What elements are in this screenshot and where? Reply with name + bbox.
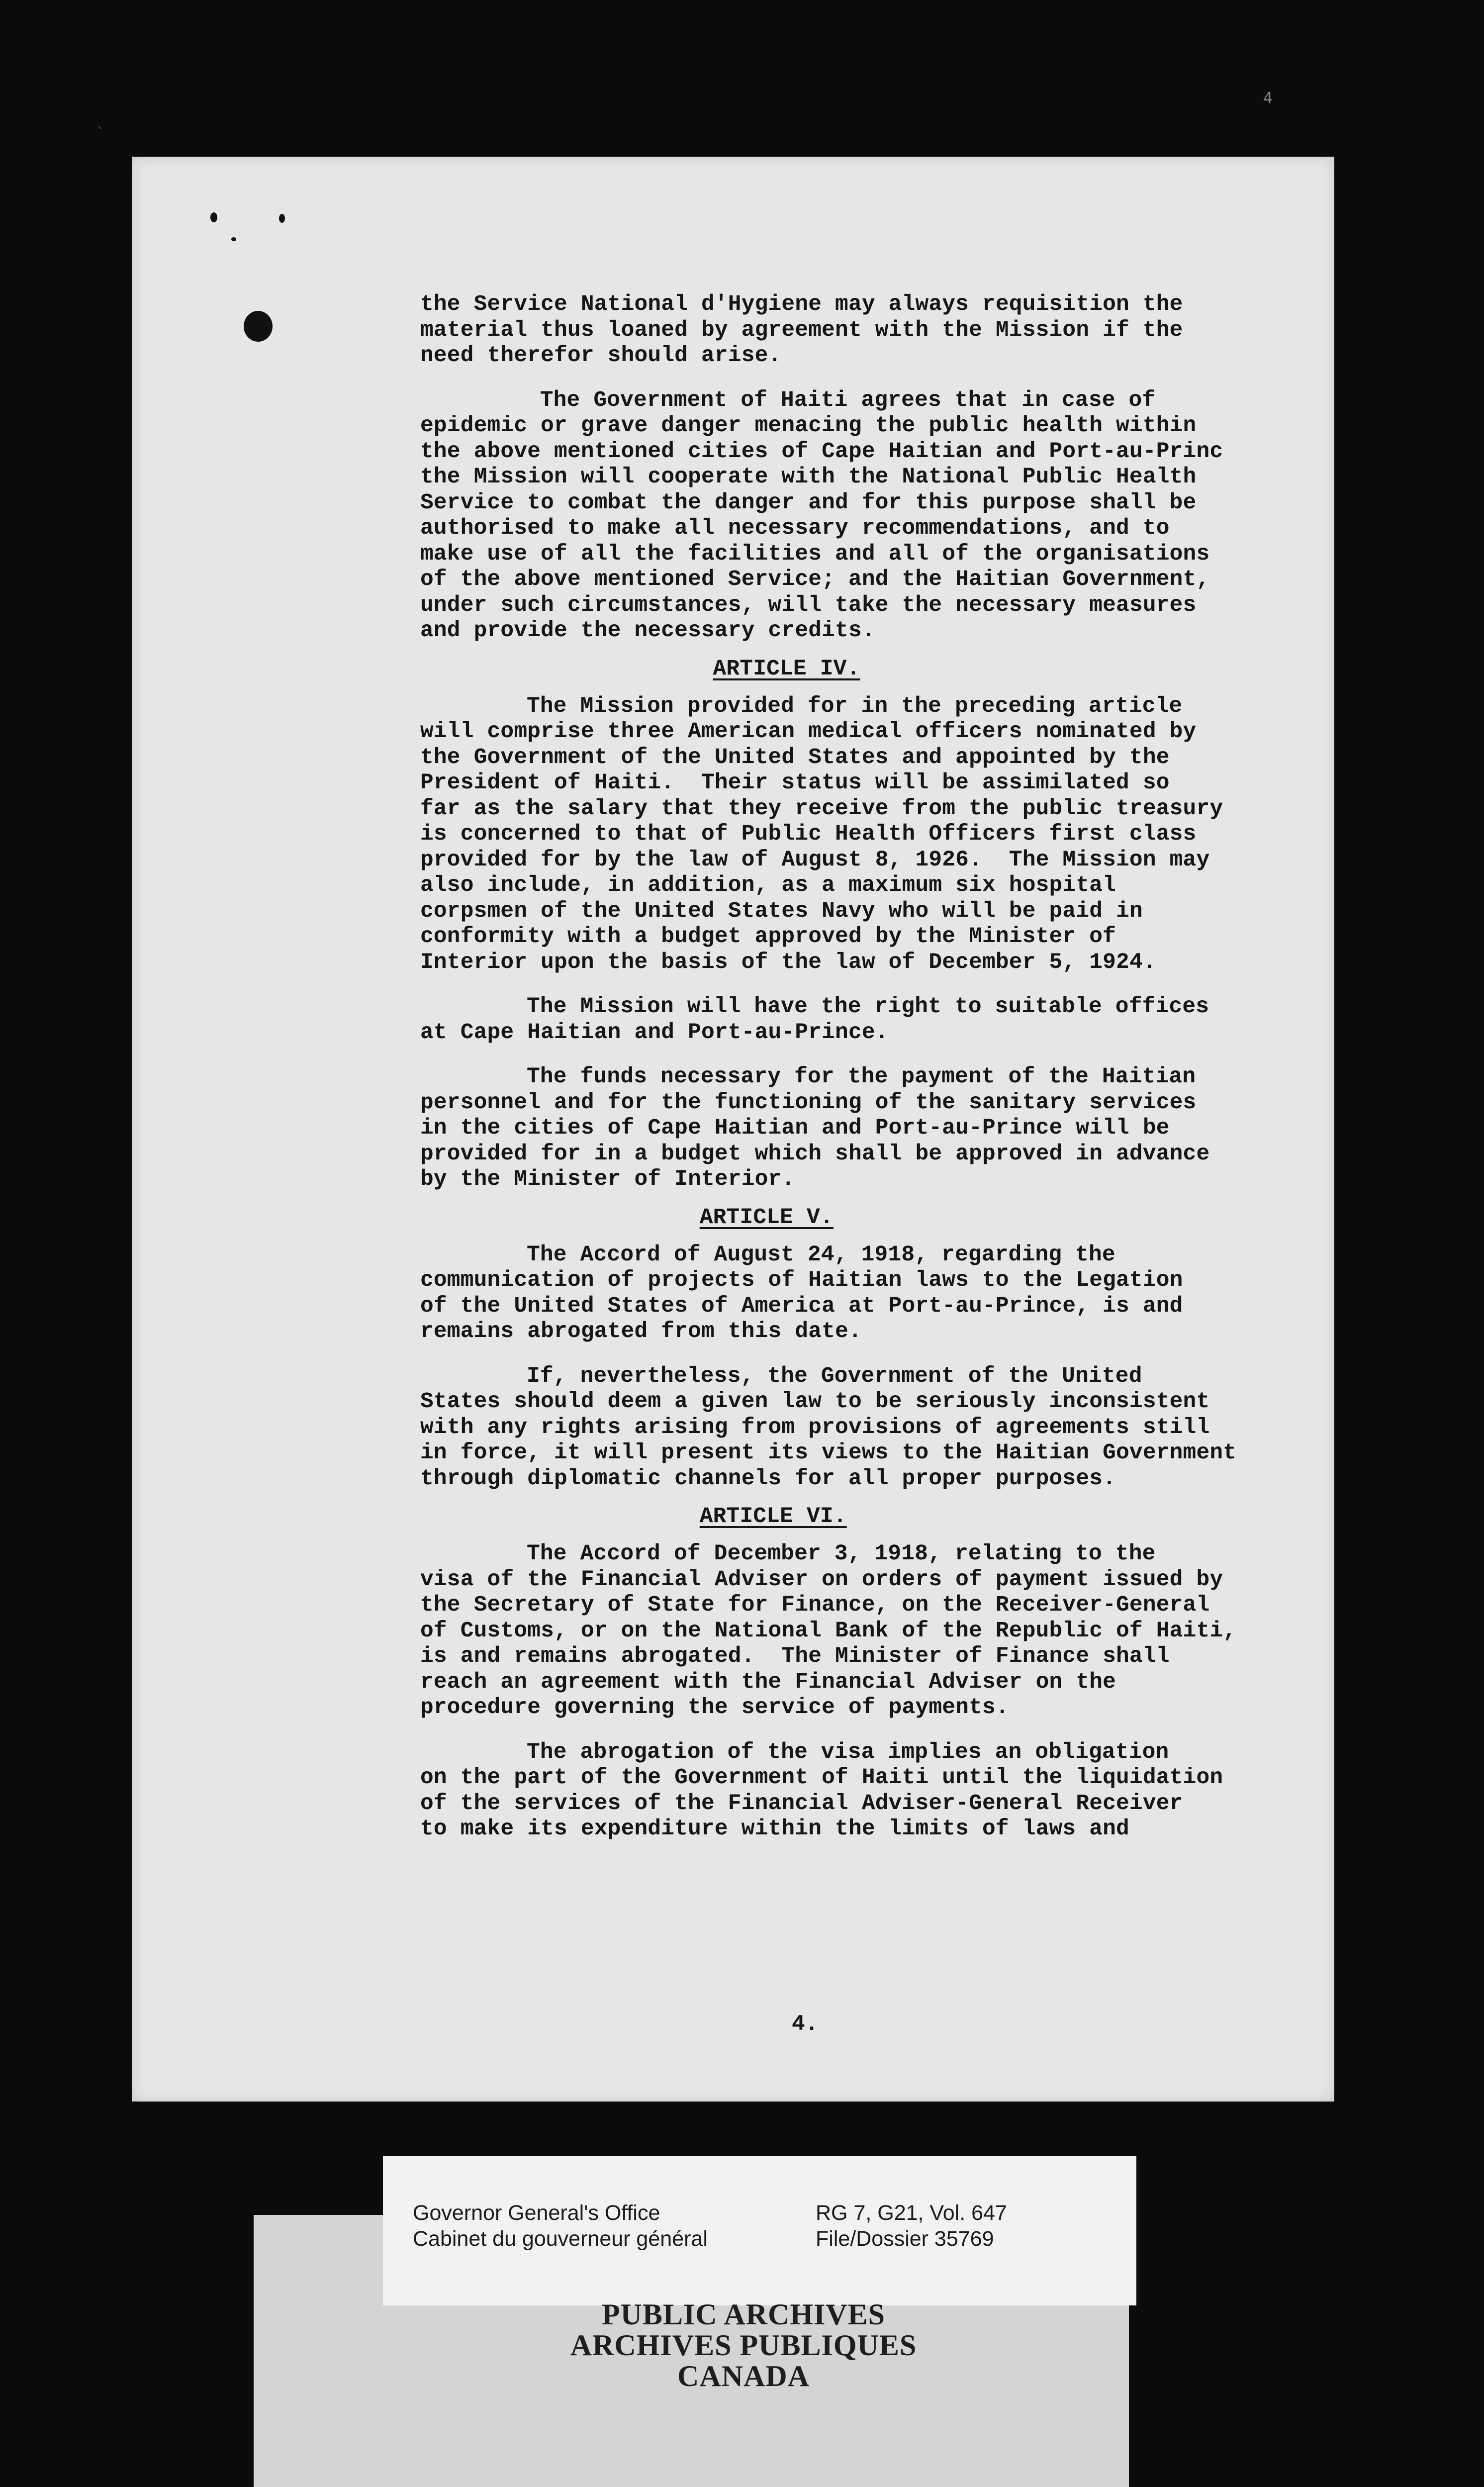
article-heading: ARTICLE V. [699, 1205, 834, 1230]
body-line: personnel and for the functioning of the sanitary services [420, 1090, 1197, 1115]
stray-scan-mark: ` [97, 124, 104, 141]
body-line: If, nevertheless, the Government of the United [527, 1363, 1142, 1389]
body-line: Service to combat the danger and for this purpose shall be [420, 490, 1197, 515]
office-name-en: Governor General's Office [413, 2201, 660, 2225]
body-line: in the cities of Cape Haitian and Port-au-Prince will be [420, 1116, 1170, 1141]
body-line: epidemic or grave danger menacing the public health within [420, 413, 1197, 438]
article-heading: ARTICLE VI. [699, 1504, 847, 1529]
body-line: under such circumstances, will take the necessary measures [420, 592, 1197, 618]
record-group: RG 7, G21, Vol. 647 [816, 2201, 1007, 2225]
body-line: the Service National d'Hygiene may always requisition the [420, 292, 1183, 317]
body-line: far as the salary that they receive from the public treasury [420, 796, 1223, 821]
body-line: to make its expenditure within the limits of laws and [420, 1817, 1129, 1841]
body-line: at Cape Haitian and Port-au-Prince. [420, 1020, 889, 1045]
body-line: procedure governing the service of payments. [420, 1695, 1009, 1720]
paragraph-gap [420, 1721, 1296, 1740]
body-line: Interior upon the basis of the law of December 5, 1924. [420, 950, 1156, 975]
corner-page-mark: 4 [1263, 90, 1273, 107]
body-line: of the services of the Financial Adviser-General Receiver [420, 1791, 1183, 1816]
body-line: The abrogation of the visa implies an obligation [527, 1739, 1169, 1765]
article-heading: ARTICLE IV. [713, 656, 860, 681]
body-line: provided for in a budget which shall be approved in advance [420, 1141, 1210, 1166]
stamp-line-en: PUBLIC ARCHIVES [601, 2298, 886, 2331]
archive-reference-label [383, 2156, 1136, 2305]
body-line: and provide the necessary credits. [420, 618, 875, 643]
body-line: corpsmen of the United States Navy who will be paid in [420, 898, 1143, 924]
body-line: The Government of Haiti agrees that in case of [540, 387, 1156, 413]
body-line: remains abrogated from this date. [420, 1319, 862, 1344]
typed-body-text [420, 292, 1296, 1842]
body-line: the Government of the United States and appointed by the [420, 745, 1170, 770]
body-line: material thus loaned by agreement with the Mission if the [420, 317, 1183, 343]
public-archives-stamp [530, 2299, 957, 2391]
body-line: of Customs, or on the National Bank of the Republic of Haiti, [420, 1618, 1237, 1643]
body-line: States should deem a given law to be seriously inconsistent [420, 1389, 1210, 1414]
file-number: File/Dossier 35769 [816, 2227, 994, 2251]
body-line: The Accord of August 24, 1918, regarding the [527, 1242, 1115, 1267]
office-name-fr: Cabinet du gouverneur général [413, 2227, 708, 2251]
body-line: communication of projects of Haitian laws to the Legation [420, 1268, 1183, 1293]
body-line: authorised to make all necessary recommendations, and to [420, 516, 1170, 541]
article-heading-row [420, 1492, 1296, 1541]
body-line: visa of the Financial Adviser on orders of payment issued by [420, 1567, 1223, 1592]
article-heading-row [420, 644, 1296, 694]
body-line: The Mission provided for in the preceding article [527, 693, 1183, 719]
body-line: the above mentioned cities of Cape Haitian and Port-au-Princ [420, 439, 1223, 464]
stamp-line-fr: ARCHIVES PUBLIQUES [570, 2329, 917, 2362]
body-line: conformity with a budget approved by the Minister of [420, 924, 1116, 949]
body-line: of the United States of America at Port-au-Prince, is and [420, 1293, 1183, 1319]
document-page [132, 157, 1334, 2102]
body-line: through diplomatic channels for all proper purposes. [420, 1466, 1116, 1491]
article-heading-row [420, 1193, 1296, 1243]
body-line: of the above mentioned Service; and the Haitian Government, [420, 567, 1210, 592]
body-line: need therefor should arise. [420, 343, 782, 368]
body-line: is concerned to that of Public Health Officers first class [420, 822, 1197, 847]
body-line: also include, in addition, as a maximum six hospital [420, 873, 1116, 898]
body-line: make use of all the facilities and all of the organisations [420, 541, 1210, 567]
body-line: The Accord of December 3, 1918, relating to the [527, 1541, 1156, 1566]
body-line: reach an agreement with the Financial Adviser on the [420, 1669, 1116, 1695]
body-line: the Mission will cooperate with the National Public Health [420, 465, 1197, 489]
ink-blot [244, 311, 273, 342]
body-line: will comprise three American medical officers nominated by [420, 719, 1197, 744]
ink-speck [279, 214, 285, 223]
ink-speck [210, 212, 217, 222]
body-line: is and remains abrogated. The Minister of Finance shall [420, 1644, 1170, 1669]
paragraph-gap [420, 1046, 1296, 1064]
body-line: by the Minister of Interior. [420, 1167, 795, 1192]
body-line: on the part of the Government of Haiti until the liquidation [420, 1765, 1223, 1790]
paragraph-gap [420, 975, 1296, 994]
page-number: 4. [792, 2012, 819, 2037]
paragraph-gap [420, 1345, 1296, 1364]
body-line: the Secretary of State for Finance, on the Receiver-General [420, 1593, 1210, 1618]
stamp-line-country: CANADA [677, 2360, 810, 2392]
body-line: with any rights arising from provisions of agreements still [420, 1415, 1210, 1440]
body-line: President of Haiti. Their status will be assimilated so [420, 770, 1170, 795]
body-line: in force, it will present its views to the Haitian Government [420, 1440, 1237, 1465]
ink-speck [231, 237, 236, 241]
paragraph-gap [420, 369, 1296, 388]
body-line: The funds necessary for the payment of the Haitian [527, 1064, 1196, 1089]
body-line: The Mission will have the right to suitable offices [527, 994, 1209, 1019]
body-line: provided for by the law of August 8, 1926. The Mission may [420, 847, 1210, 872]
